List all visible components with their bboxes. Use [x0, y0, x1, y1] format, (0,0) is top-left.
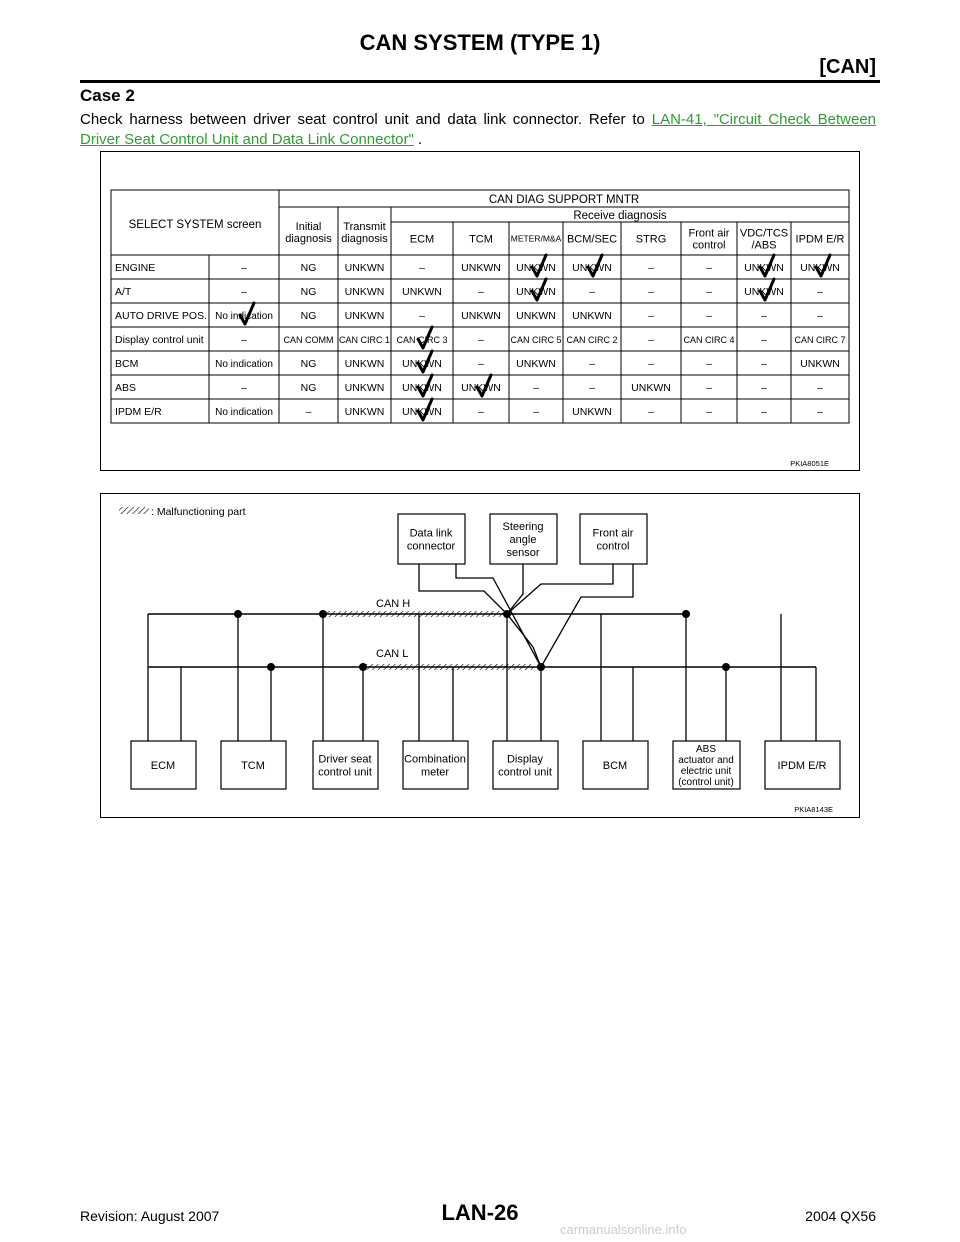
junction-dot	[682, 610, 690, 618]
table-cell: –	[589, 382, 595, 394]
footer-revision: Revision: August 2007	[80, 1208, 220, 1224]
table-cell: –	[478, 286, 484, 298]
junction-dot	[319, 610, 327, 618]
table-cell: –	[706, 310, 712, 322]
col-header: STRG	[635, 233, 667, 246]
top-unit-label: angle	[509, 533, 537, 546]
table-cell: UNKWN	[344, 310, 385, 322]
table-cell: UNKWN	[344, 262, 385, 274]
bottom-unit-label: (control unit)	[678, 777, 734, 788]
group-header: CAN DIAG SUPPORT MNTR	[488, 194, 640, 206]
table-cell: UNKWN	[800, 262, 840, 274]
col-header: diagnosis	[285, 232, 332, 245]
table-cell: –	[589, 358, 595, 370]
table-cell: –	[648, 358, 654, 370]
table-cell: –	[706, 382, 712, 394]
col-header: BCM/SEC	[566, 233, 618, 246]
table-cell: UNKWN	[516, 262, 556, 274]
table-cell: –	[533, 382, 539, 394]
table-cell: –	[241, 286, 247, 298]
bottom-unit-label: Driver seat	[318, 753, 372, 766]
col-header: VDC/TCS	[739, 227, 789, 240]
can-diag-table-figure	[100, 151, 860, 471]
table-cell: UNKWN	[572, 262, 612, 274]
junction-dot	[537, 663, 545, 671]
table-cell: –	[478, 334, 484, 346]
table-cell: –	[706, 262, 712, 274]
table-cell: –	[589, 286, 595, 298]
table-cell: CAN CIRC 5	[510, 335, 562, 345]
junction-dot	[722, 663, 730, 671]
row-header: ENGINE	[115, 262, 156, 274]
wire	[419, 564, 507, 614]
case-text-end: .	[413, 131, 423, 148]
table-cell: UNKWN	[744, 286, 784, 298]
col-header: control	[692, 239, 726, 252]
wire	[541, 564, 633, 667]
bottom-unit-label: Combination	[404, 753, 466, 766]
col-header: Front air	[688, 227, 730, 240]
table-cell: –	[706, 358, 712, 370]
table-cell: –	[241, 334, 247, 346]
figure-code: PKIA8051E	[790, 459, 829, 468]
table-cell: –	[419, 262, 425, 274]
footer-model: 2004 QX56	[805, 1208, 876, 1224]
table-cell: –	[478, 406, 484, 418]
table-cell: –	[817, 406, 823, 418]
can-h-label: CAN H	[376, 598, 411, 610]
row-header: Display control unit	[115, 334, 204, 346]
col-header: METER/M&A	[510, 233, 562, 244]
table-cell: –	[761, 382, 767, 394]
table-cell: –	[761, 406, 767, 418]
table-cell: UNKWN	[516, 286, 556, 298]
table-cell: –	[305, 406, 312, 418]
can-l-label: CAN L	[376, 648, 409, 660]
table-cell: UNKWN	[744, 262, 784, 274]
table-cell: –	[761, 310, 767, 322]
bottom-unit-label: TCM	[241, 759, 265, 772]
legend-text: : Malfunctioning part	[151, 506, 246, 518]
table-cell: UNKWN	[402, 406, 442, 418]
table-cell: UNKWN	[461, 262, 501, 274]
bottom-unit-label: ECM	[150, 759, 176, 772]
section-tag: [CAN]	[819, 56, 876, 78]
junction-dot	[234, 610, 242, 618]
case-text: Check harness between driver seat control unit and data link connector. Refer to	[80, 111, 652, 128]
table-cell: UNKWN	[402, 286, 442, 298]
top-unit-label: sensor	[506, 546, 540, 559]
bottom-unit-label: Display	[506, 753, 544, 766]
table-cell: UNKWN	[516, 310, 556, 322]
row-header: A/T	[115, 286, 132, 298]
top-unit-label: Data link	[409, 527, 453, 540]
legend-hatch	[119, 507, 149, 514]
receive-header: Receive diagnosis	[573, 210, 667, 222]
table-cell: CAN CIRC 3	[396, 335, 448, 345]
col-header: Transmit	[343, 220, 386, 233]
table-cell: UNKWN	[516, 358, 556, 370]
table-cell: UNKWN	[572, 310, 612, 322]
table-cell: –	[817, 310, 823, 322]
col-header: /ABS	[751, 239, 777, 252]
bottom-unit-label: actuator and	[678, 755, 734, 766]
page-title: CAN SYSTEM (TYPE 1)	[359, 30, 601, 55]
table-cell: –	[241, 262, 247, 274]
table-cell: –	[648, 406, 654, 418]
table-cell: –	[817, 286, 823, 298]
table-cell: –	[761, 334, 767, 346]
top-unit-label: control	[596, 540, 630, 553]
table-cell: UNKWN	[402, 382, 442, 394]
top-unit-label: Front air	[592, 527, 634, 540]
table-cell: –	[706, 406, 712, 418]
table-cell: UNKWN	[631, 382, 671, 394]
table-cell: UNKWN	[572, 406, 612, 418]
table-cell: UNKWN	[461, 382, 501, 394]
table-cell: –	[648, 310, 654, 322]
watermark: carmanualsonline.info	[560, 1222, 687, 1237]
table-cell: UNKWN	[344, 286, 385, 298]
table-cell: UNKWN	[461, 310, 501, 322]
table-cell: –	[817, 382, 823, 394]
top-unit-label: connector	[406, 540, 456, 553]
table-cell: NG	[300, 358, 317, 370]
table-cell: UNKWN	[402, 358, 442, 370]
table-cell: NG	[300, 310, 317, 322]
reference-link[interactable]: LAN-41, "Circuit Check Between Driver Seat Control Unit and Data Link Connector"	[80, 111, 877, 148]
row-header: IPDM E/R	[115, 406, 162, 418]
table-cell: CAN CIRC 7	[794, 335, 846, 345]
bottom-unit-label: electric unit	[680, 766, 732, 777]
table-cell: NG	[300, 286, 317, 298]
bottom-unit-label: IPDM E/R	[777, 759, 827, 772]
hatched-can-h	[323, 611, 503, 617]
table-cell: –	[478, 358, 484, 370]
table-cell: CAN COMM	[283, 335, 334, 345]
case-body	[80, 110, 876, 150]
table-cell: NG	[300, 262, 317, 274]
table-cell: CAN CIRC 2	[566, 335, 618, 345]
corner-header: SELECT SYSTEM screen	[128, 219, 262, 231]
col-header: diagnosis	[341, 232, 388, 245]
table-cell: UNKWN	[344, 358, 385, 370]
table-cell: –	[648, 286, 654, 298]
table-cell: CAN CIRC 4	[683, 335, 735, 345]
can-diag-table	[101, 152, 859, 470]
table-cell: –	[241, 382, 247, 394]
junction-dot	[503, 610, 511, 618]
table-cell: –	[648, 334, 654, 346]
table-cell: No indication	[215, 407, 273, 418]
can-wiring-diagram	[101, 494, 859, 817]
table-cell: UNKWN	[800, 358, 840, 370]
bottom-unit-label: control unit	[318, 766, 372, 779]
figure-code: PKIA8143E	[794, 805, 833, 814]
junction-dot	[359, 663, 367, 671]
header-rule	[80, 80, 880, 83]
table-cell: –	[706, 286, 712, 298]
row-header: BCM	[115, 358, 139, 370]
footer-page-number: LAN-26	[441, 1200, 519, 1225]
bottom-unit-label: meter	[420, 766, 450, 779]
row-header: AUTO DRIVE POS.	[115, 310, 207, 322]
row-header: ABS	[115, 382, 137, 394]
table-cell: –	[533, 406, 539, 418]
table-cell: CAN CIRC 1	[338, 335, 391, 345]
table-cell: NG	[300, 382, 317, 394]
bottom-unit-label: control unit	[498, 766, 552, 779]
table-cell: –	[761, 358, 767, 370]
case-title: Case 2	[80, 86, 135, 105]
col-header: TCM	[469, 233, 493, 246]
junction-dot	[267, 663, 275, 671]
bottom-unit-label: ABS	[695, 744, 717, 755]
table-cell: No indication	[215, 359, 273, 370]
table-cell: UNKWN	[344, 382, 385, 394]
table-cell: –	[648, 262, 654, 274]
bottom-unit-label: BCM	[602, 759, 628, 772]
col-header: Initial	[295, 220, 322, 233]
table-cell: –	[419, 310, 425, 322]
can-wiring-diagram-figure	[100, 493, 860, 818]
col-header: ECM	[409, 233, 435, 246]
top-unit-label: Steering	[502, 520, 544, 533]
table-cell: UNKWN	[344, 406, 385, 418]
col-header: IPDM E/R	[795, 233, 845, 246]
table-cell: No indication	[215, 311, 273, 322]
wire	[507, 614, 541, 667]
